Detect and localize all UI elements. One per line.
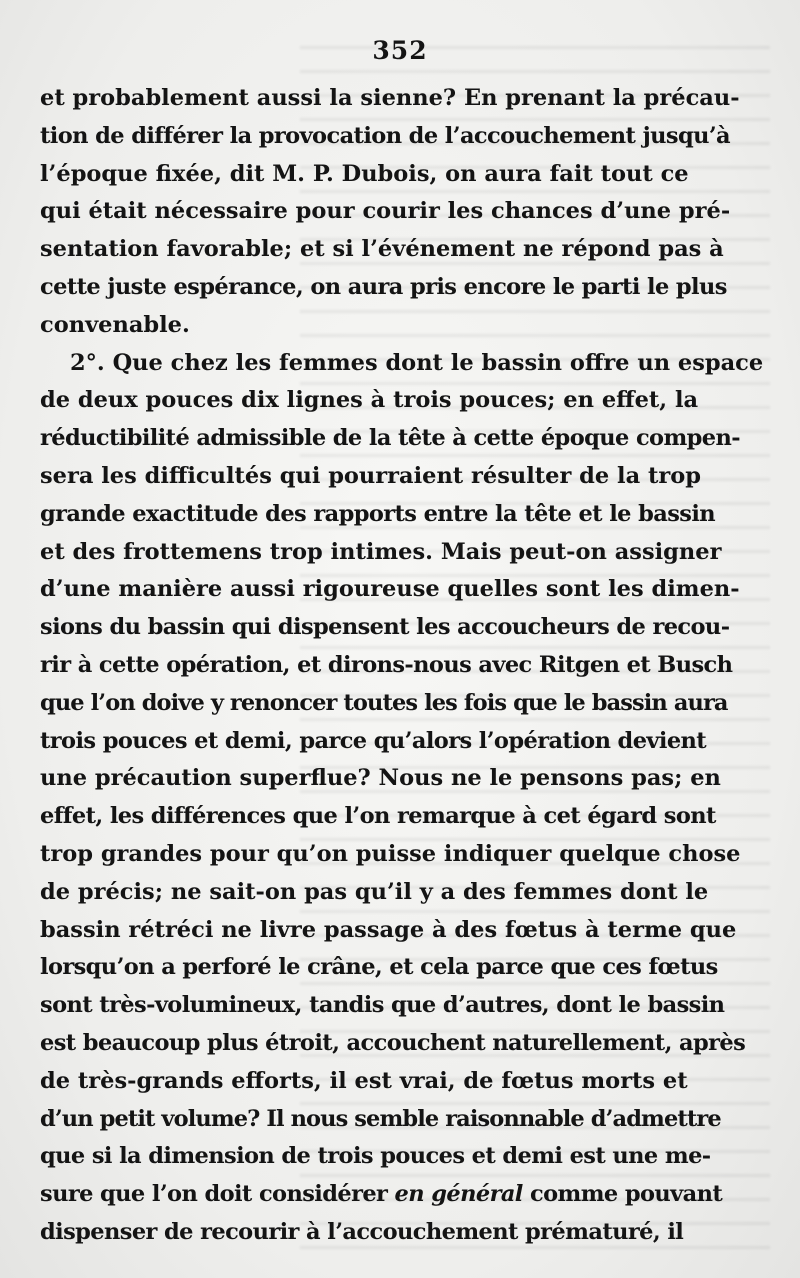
text-line: dispenser de recourir à l’accouchement prématuré, il — [40, 1218, 684, 1245]
text-line: l’époque fixée, dit M. P. Dubois, on aura fait tout ce — [40, 160, 689, 187]
text-line: effet, les différences que l’on remarque à cet égard sont — [40, 803, 716, 830]
text-line: et probablement aussi la sienne? En prenant la précau- — [40, 85, 740, 111]
text-line: une précaution superflue? Nous ne le pensons pas; en — [40, 765, 721, 792]
text-line: 2°. Que chez les femmes dont le bassin offre un espace — [70, 349, 764, 376]
body-text — [40, 80, 764, 1252]
page-number: 352 — [372, 36, 428, 65]
text-line: cette juste espérance, on aura pris encore le parti le plus — [40, 273, 727, 300]
emphasis-text: en général — [394, 1181, 523, 1208]
text-line: de précis; ne sait-on pas qu’il y a des femmes dont le — [40, 878, 709, 905]
text-line: lorsqu’on a perforé le crâne, et cela parce que ces fœtus — [40, 954, 718, 981]
text-line: sont très-volumineux, tandis que d’autres, dont le bassin — [40, 992, 725, 1019]
text-line: sentation favorable; et si l’événement ne répond pas à — [40, 236, 724, 263]
text-segment: comme pouvant — [522, 1181, 723, 1208]
text-line: convenable. — [40, 311, 190, 338]
text-line: est beaucoup plus étroit, accouchent naturellement, après — [40, 1029, 746, 1056]
text-line: tion de différer la provocation de l’accouchement jusqu’à — [40, 122, 731, 149]
text-line: sera les difficultés qui pourraient résulter de la trop — [40, 462, 701, 489]
text-line: bassin rétréci ne livre passage à des fœtus à terme que — [40, 916, 737, 943]
text-line: que si la dimension de trois pouces et demi est une me- — [40, 1143, 711, 1170]
text-line: qui était nécessaire pour courir les chances d’une pré- — [40, 198, 731, 225]
text-line: grande exactitude des rapports entre la tête et le bassin — [40, 500, 716, 527]
text-line: que l’on doive y renoncer toutes les fois que le bassin aura — [40, 689, 728, 716]
text-line: d’une manière aussi rigoureuse quelles sont les dimen- — [40, 576, 740, 603]
text-line: trop grandes pour qu’on puisse indiquer quelque chose — [40, 840, 741, 867]
text-line: de très-grands efforts, il est vrai, de fœtus morts et — [40, 1067, 688, 1094]
text-line: d’un petit volume? Il nous semble raisonnable d’admettre — [40, 1105, 721, 1132]
text-line: et des frottemens trop intimes. Mais peut-on assigner — [40, 538, 722, 565]
text-line: sions du bassin qui dispensent les accoucheurs de recou- — [40, 614, 730, 641]
text-line: réductibilité admissible de la tête à cette époque compen- — [40, 425, 740, 452]
text-line: de deux pouces dix lignes à trois pouces; en effet, la — [40, 387, 699, 414]
text-segment: sure que l’on doit considérer — [40, 1181, 395, 1208]
text-line: trois pouces et demi, parce qu’alors l’opération devient — [40, 727, 707, 754]
text-line-with-emphasis — [40, 1176, 723, 1214]
text-line: rir à cette opération, et dirons-nous avec Ritgen et Busch — [40, 651, 733, 678]
